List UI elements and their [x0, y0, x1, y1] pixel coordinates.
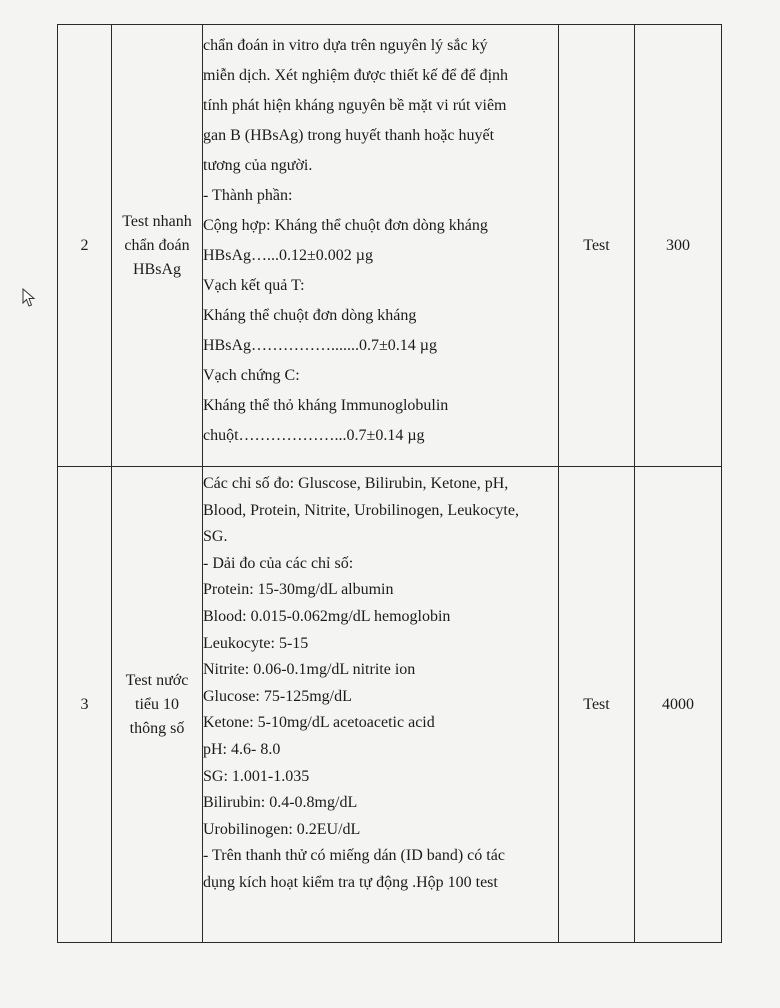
item-description: Các chỉ số đo: Gluscose, Bilirubin, Ketone, pH, Blood, Protein, Nitrite, Urobilinogen, Leukocyte, SG. - Dải đo của các chỉ số: Protein: 15-30mg/dL albumin Blood: 0.015-0.062mg/dL hemoglobin Leukocyte: 5-15 Nitrite: 0.06-0.1mg/dL nitrite ion Glucose: 75-125mg/dL Ketone: 5-10mg/dL acetoacetic acid pH: 4.6- 8.0 SG: 1.001-1.035 Bilirubin: 0.4-0.8mg/dL Urobilinogen: 0.2EU/dL - Trên thanh thử có miếng dán (ID band) có tác dụng kích hoạt kiểm tra tự động .Hộp 100 test: [203, 467, 559, 943]
item-quantity: 300: [635, 25, 722, 467]
row-number: 2: [58, 25, 112, 467]
row-number: 3: [58, 467, 112, 943]
table-row: [58, 467, 722, 943]
item-name: Test nước tiểu 10 thông số: [112, 467, 203, 943]
item-description: chẩn đoán in vitro dựa trên nguyên lý sắc ký miễn dịch. Xét nghiệm được thiết kế để để định tính phát hiện kháng nguyên bề mặt vi rút viêm gan B (HBsAg) trong huyết thanh hoặc huyết tương của người. - Thành phần: Cộng hợp: Kháng thể chuột đơn dòng kháng HBsAg…...0.12±0.002 µg Vạch kết quả T: Kháng thể chuột đơn dòng kháng HBsAg…………….......0.7±0.14 µg Vạch chứng C: Kháng thể thỏ kháng Immunoglobulin chuột………………...0.7±0.14 µg: [203, 25, 559, 467]
item-name: Test nhanh chẩn đoán HBsAg: [112, 25, 203, 467]
item-quantity: 4000: [635, 467, 722, 943]
item-unit: Test: [559, 25, 635, 467]
table-row: [58, 25, 722, 467]
mouse-pointer-icon: [22, 288, 36, 308]
item-unit: Test: [559, 467, 635, 943]
equipment-spec-table: [57, 24, 722, 943]
